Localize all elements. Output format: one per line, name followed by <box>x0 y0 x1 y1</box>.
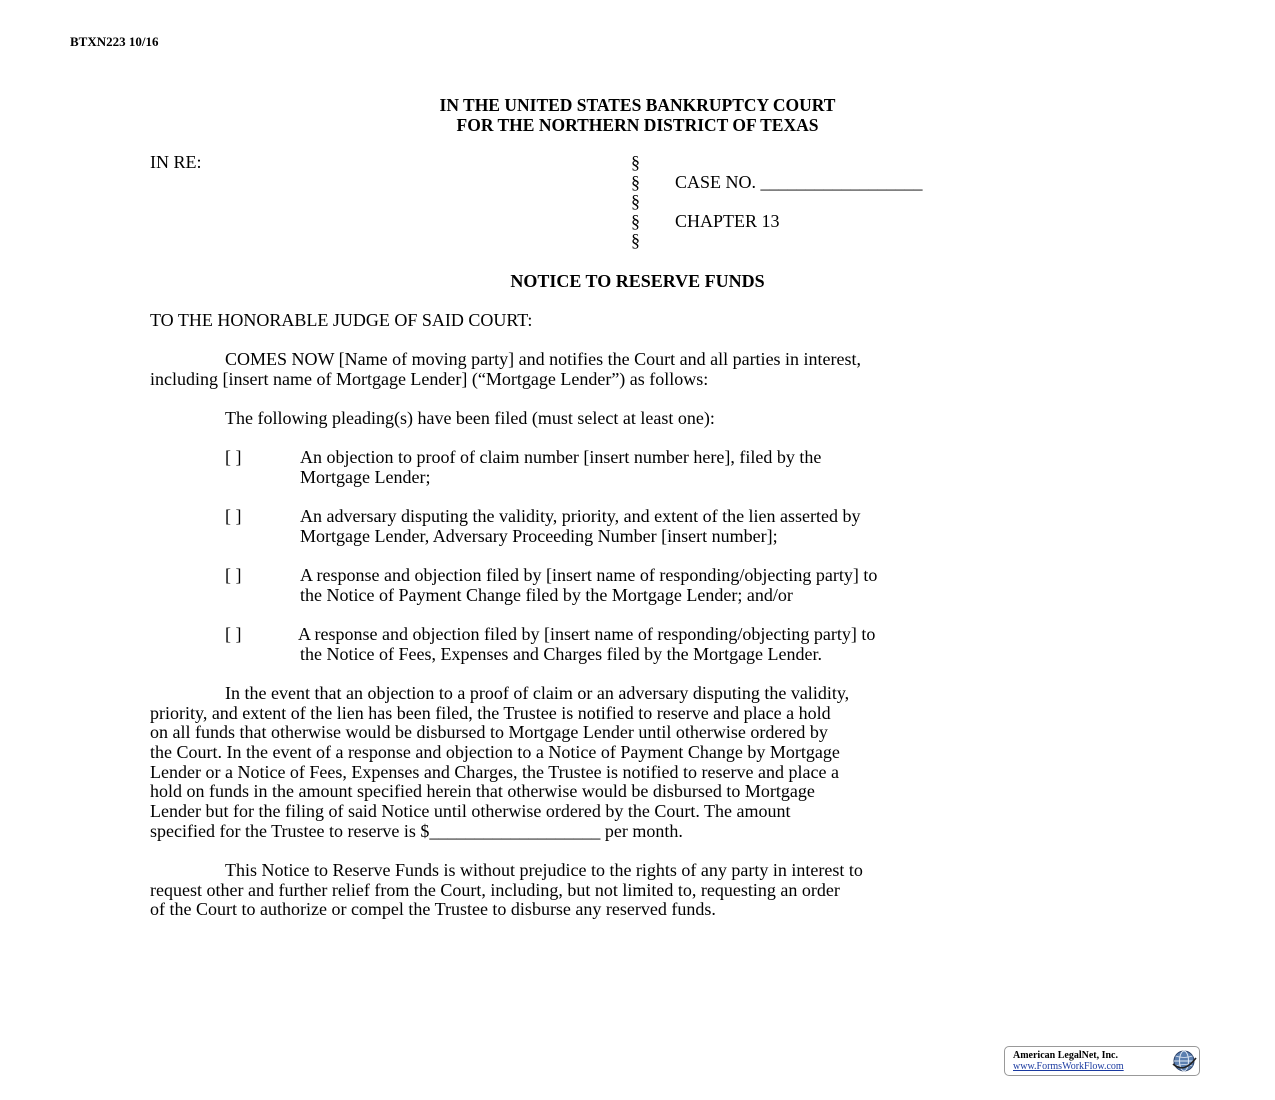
globe-icon <box>1171 1049 1197 1073</box>
chapter-label: CHAPTER 13 <box>675 211 780 231</box>
section-symbol: § <box>631 152 640 172</box>
logo-company-name: American LegalNet, Inc. <box>1013 1050 1118 1061</box>
pleadings-lead: The following pleading(s) have been filed (must select at least one): <box>225 408 715 428</box>
option-text: Mortgage Lender; <box>300 467 431 487</box>
in-re-label: IN RE: <box>150 152 202 172</box>
option-checkbox[interactable]: [ ] <box>225 565 242 585</box>
court-name-line1: IN THE UNITED STATES BANKRUPTCY COURT <box>439 95 836 115</box>
reserve-amount-line: specified for the Trustee to reserve is $___________________ per month. <box>150 821 683 841</box>
event-paragraph-line: priority, and extent of the lien has been filed, the Trustee is notified to reserve and place a hold <box>150 703 831 723</box>
option-checkbox[interactable]: [ ] <box>225 506 242 526</box>
event-paragraph-line: In the event that an objection to a proof of claim or an adversary disputing the validity, <box>225 683 850 703</box>
section-symbol: § <box>631 191 640 211</box>
option-text: A response and objection filed by [insert name of responding/objecting party] to <box>300 565 878 585</box>
intro-line: COMES NOW [Name of moving party] and notifies the Court and all parties in interest, <box>225 349 862 369</box>
salutation: TO THE HONORABLE JUDGE OF SAID COURT: <box>150 310 533 330</box>
prejudice-paragraph-line: of the Court to authorize or compel the Trustee to disburse any reserved funds. <box>150 899 716 919</box>
event-paragraph-line: on all funds that otherwise would be disbursed to Mortgage Lender until otherwise ordered by <box>150 722 828 742</box>
section-symbol: § <box>631 211 640 231</box>
event-paragraph-line: Lender or a Notice of Fees, Expenses and Charges, the Trustee is notified to reserve and place a <box>150 762 839 782</box>
american-legalnet-logo[interactable] <box>1004 1046 1200 1076</box>
event-paragraph-line: hold on funds in the amount specified herein that otherwise would be disbursed to Mortgage <box>150 781 815 801</box>
option-text: Mortgage Lender, Adversary Proceeding Number [insert number]; <box>300 526 778 546</box>
event-paragraph-line: the Court. In the event of a response and objection to a Notice of Payment Change by Mortgage <box>150 742 840 762</box>
intro-line: including [insert name of Mortgage Lender] (“Mortgage Lender”) as follows: <box>150 369 709 389</box>
section-symbol: § <box>631 230 640 250</box>
option-text: the Notice of Payment Change filed by the Mortgage Lender; and/or <box>300 585 793 605</box>
option-text: An objection to proof of claim number [insert number here], filed by the <box>300 447 822 467</box>
document-title: NOTICE TO RESERVE FUNDS <box>510 271 765 291</box>
option-text: A response and objection filed by [insert name of responding/objecting party] to <box>298 624 876 644</box>
section-symbol: § <box>631 172 640 192</box>
case-number-field: CASE NO. __________________ <box>675 172 923 192</box>
event-paragraph-line: Lender but for the filing of said Notice until otherwise ordered by the Court. The amount <box>150 801 791 821</box>
prejudice-paragraph-line: This Notice to Reserve Funds is without prejudice to the rights of any party in interest to <box>225 860 863 880</box>
option-text: the Notice of Fees, Expenses and Charges filed by the Mortgage Lender. <box>300 644 823 664</box>
logo-website-link[interactable]: www.FormsWorkFlow.com <box>1013 1061 1124 1072</box>
option-text: An adversary disputing the validity, priority, and extent of the lien asserted by <box>300 506 861 526</box>
option-checkbox[interactable]: [ ] <box>225 447 242 467</box>
option-checkbox[interactable]: [ ] <box>225 624 242 644</box>
court-name-line2: FOR THE NORTHERN DISTRICT OF TEXAS <box>456 115 819 135</box>
prejudice-paragraph-line: request other and further relief from the Court, including, but not limited to, requesting an order <box>150 880 840 900</box>
form-id: BTXN223 10/16 <box>70 34 159 49</box>
